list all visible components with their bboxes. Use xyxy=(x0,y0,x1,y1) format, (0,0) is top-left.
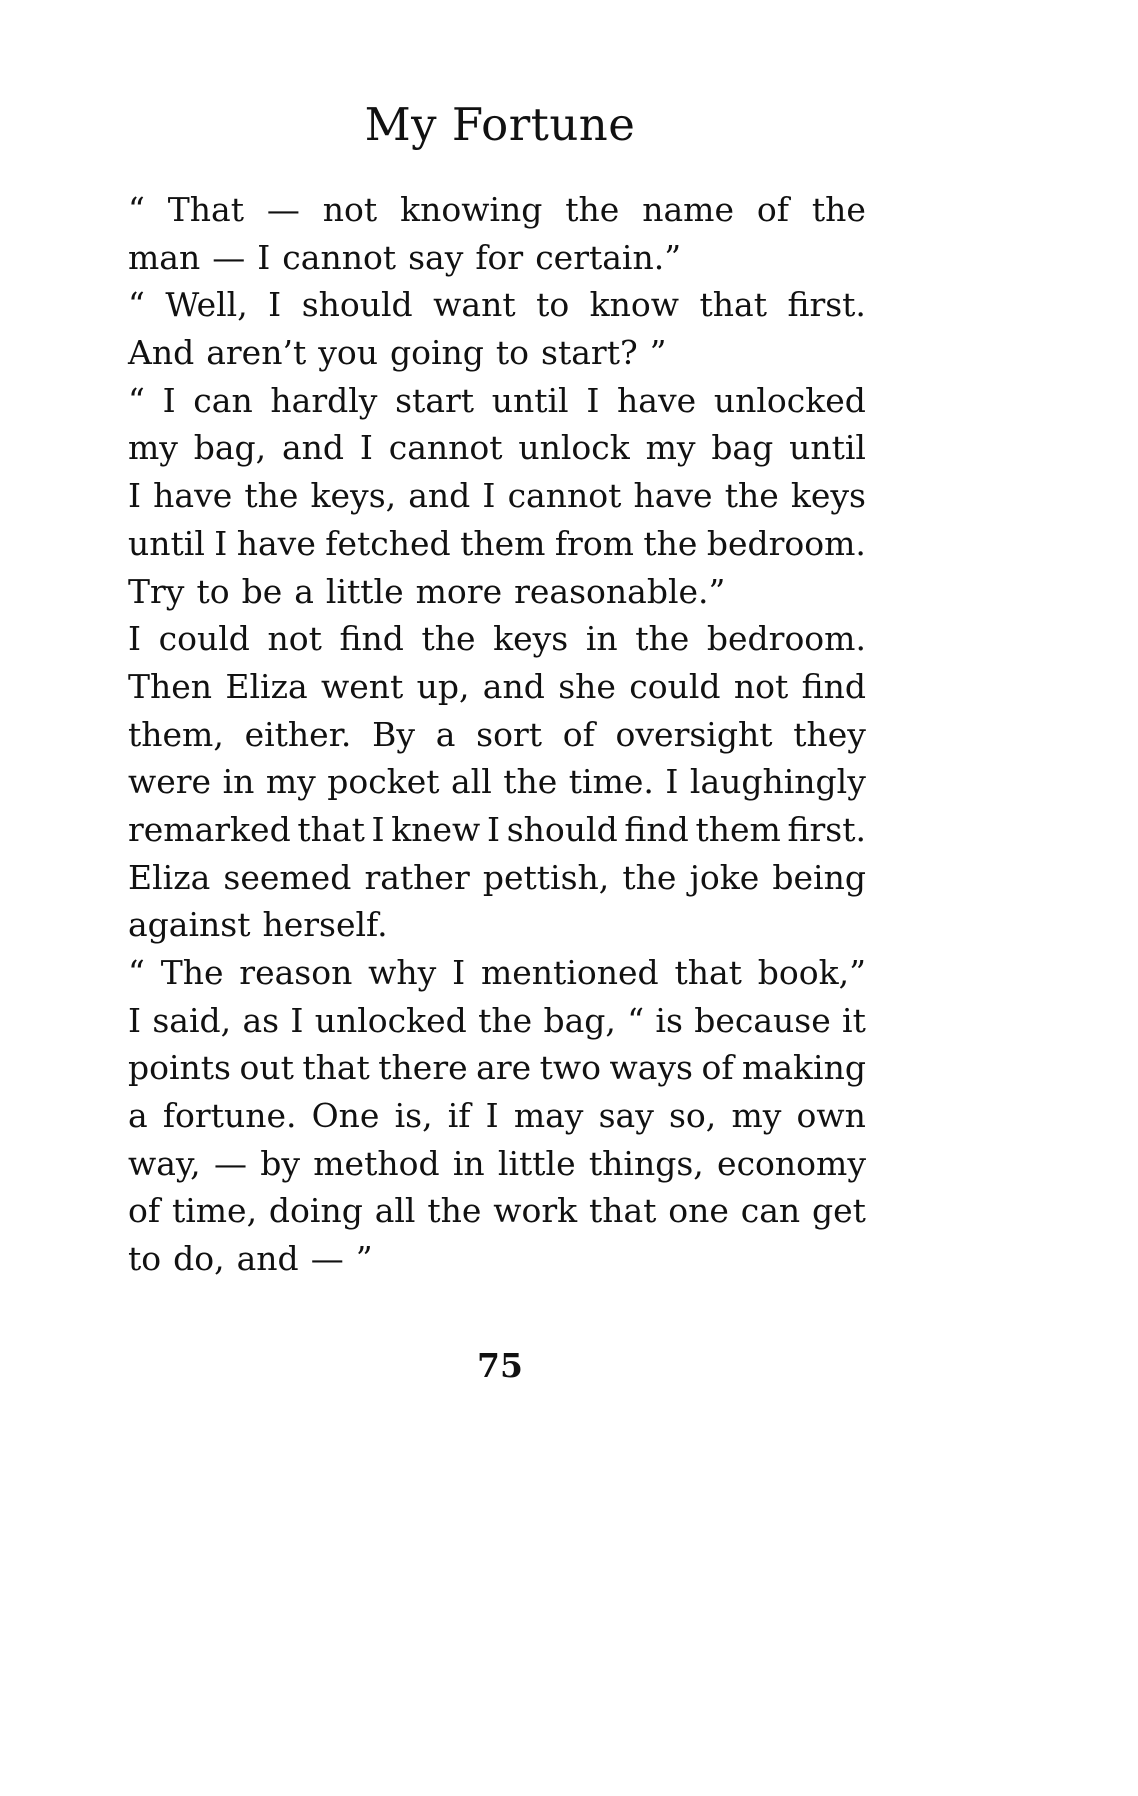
word: can xyxy=(740,1191,801,1231)
word: certain.” xyxy=(535,237,682,277)
word: I xyxy=(290,1000,304,1040)
word: — xyxy=(310,1239,344,1279)
word: do, xyxy=(173,1239,225,1279)
word: I xyxy=(257,237,271,277)
word: were xyxy=(128,762,212,802)
word: as xyxy=(242,1000,280,1040)
word: herself. xyxy=(262,905,388,945)
word: bedroom. xyxy=(706,619,866,659)
word: knowing xyxy=(400,190,543,229)
word: know xyxy=(589,285,680,325)
word: oversight xyxy=(615,714,773,754)
word: until xyxy=(789,428,866,468)
word: them, xyxy=(128,714,224,754)
text-line xyxy=(128,520,866,568)
word: a xyxy=(435,714,456,754)
word: against xyxy=(128,905,251,945)
text-line xyxy=(128,568,866,616)
word: out xyxy=(239,1048,294,1088)
word: the xyxy=(635,619,690,659)
word: remarked xyxy=(128,809,291,849)
word: my xyxy=(265,762,316,802)
text-line xyxy=(128,1044,866,1092)
word: unlocked xyxy=(314,1000,467,1040)
word: “ xyxy=(128,380,145,420)
word: ” xyxy=(649,333,667,373)
word: “ xyxy=(128,285,145,325)
word: work xyxy=(493,1191,578,1231)
word: reason xyxy=(239,953,353,992)
word: — xyxy=(213,1143,247,1183)
word: bag, xyxy=(193,428,267,468)
word: have xyxy=(153,476,233,516)
word: went xyxy=(320,666,404,706)
word: I xyxy=(371,809,385,849)
word: And xyxy=(128,333,195,373)
word: the xyxy=(643,523,698,563)
word: are xyxy=(476,1048,532,1088)
word: can xyxy=(193,380,253,420)
word: either. xyxy=(244,714,352,754)
text-line xyxy=(128,711,866,759)
word: not xyxy=(733,666,789,706)
word: The xyxy=(160,953,224,992)
word: my xyxy=(645,428,696,468)
word: keys xyxy=(493,619,569,659)
word: said, xyxy=(152,1000,232,1040)
word: way, xyxy=(128,1143,201,1183)
word: the xyxy=(427,1191,482,1231)
body-text xyxy=(128,186,866,1283)
word: sort xyxy=(476,714,542,754)
word: I xyxy=(665,762,679,802)
word: them xyxy=(695,809,781,849)
word: for xyxy=(475,237,524,277)
word: I xyxy=(128,1000,142,1040)
word: say xyxy=(408,237,464,277)
word: I xyxy=(586,380,600,420)
word: find xyxy=(339,619,404,659)
word: being xyxy=(772,857,866,897)
word: — xyxy=(266,190,300,229)
word: of xyxy=(756,190,789,229)
word: economy xyxy=(717,1143,866,1183)
text-line xyxy=(128,1187,866,1235)
word: could xyxy=(158,619,250,659)
word: in xyxy=(585,619,618,659)
word: I xyxy=(486,809,501,849)
word: so, xyxy=(669,1096,717,1136)
word: one xyxy=(668,1191,729,1231)
word: I xyxy=(268,285,282,325)
word: little xyxy=(325,571,404,611)
word: should xyxy=(506,809,618,849)
text-line xyxy=(128,901,866,949)
word: start? xyxy=(541,333,638,373)
word: it xyxy=(842,1000,866,1040)
word: ” xyxy=(355,1239,373,1279)
word: and xyxy=(408,476,471,516)
word: two xyxy=(539,1048,601,1088)
word: I xyxy=(128,619,142,659)
word: find xyxy=(801,666,866,706)
word: that xyxy=(674,953,742,992)
word: “ xyxy=(128,190,145,229)
word: is xyxy=(655,1000,683,1040)
word: have xyxy=(236,523,316,563)
word: things, xyxy=(588,1143,704,1183)
word: why xyxy=(368,953,437,992)
word: a xyxy=(128,1096,148,1136)
word: unlock xyxy=(518,428,630,468)
word: I xyxy=(482,476,496,516)
word: that xyxy=(588,1191,657,1231)
text-line xyxy=(128,472,866,520)
word: bag, xyxy=(543,1000,616,1040)
word: cannot xyxy=(507,476,622,516)
word: Try xyxy=(128,571,185,611)
word: of xyxy=(562,714,595,754)
text-line xyxy=(128,854,866,902)
word: I xyxy=(359,428,373,468)
word: “ xyxy=(128,953,145,992)
word: unlocked xyxy=(713,380,866,420)
word: could xyxy=(629,666,721,706)
word: that xyxy=(699,285,767,325)
word: to xyxy=(128,1239,162,1279)
word: that xyxy=(297,809,365,849)
word: by xyxy=(260,1143,300,1183)
word: fetched xyxy=(325,523,451,563)
word: in xyxy=(222,762,255,802)
word: laughingly xyxy=(689,762,866,802)
word: say xyxy=(598,1096,654,1136)
word: Eliza xyxy=(225,666,308,706)
word: Then xyxy=(128,666,213,706)
word: pocket xyxy=(327,762,440,802)
word: have xyxy=(633,476,713,516)
word: I xyxy=(214,523,228,563)
word: to xyxy=(495,333,530,373)
word: man xyxy=(128,237,201,277)
word: until xyxy=(491,380,569,420)
word: my xyxy=(128,428,178,468)
word: I xyxy=(485,1096,499,1136)
word: them xyxy=(460,523,546,563)
running-head: My Fortune xyxy=(364,98,636,151)
word: I xyxy=(452,953,466,992)
word: of xyxy=(128,1191,161,1231)
text-line xyxy=(128,1235,866,1283)
word: reasonable.” xyxy=(514,571,726,611)
word: start xyxy=(395,380,475,420)
word: knew xyxy=(391,809,481,849)
text-line xyxy=(128,1092,866,1140)
text-line xyxy=(128,281,866,329)
word: to xyxy=(196,571,230,611)
text-line xyxy=(128,1140,866,1188)
word: little xyxy=(497,1143,576,1183)
word: Eliza xyxy=(128,857,211,897)
word: hardly xyxy=(270,380,378,420)
word: the xyxy=(478,1000,533,1040)
word: find xyxy=(624,809,689,849)
word: all xyxy=(374,1191,416,1231)
word: my xyxy=(731,1096,782,1136)
word: keys, xyxy=(310,476,397,516)
word: time. xyxy=(568,762,654,802)
word: from xyxy=(554,523,634,563)
word: By xyxy=(372,714,415,754)
word: aren’t xyxy=(206,333,307,373)
word: That xyxy=(167,190,244,229)
word: and xyxy=(482,666,545,706)
word: the xyxy=(811,190,866,229)
word: joke xyxy=(689,857,760,897)
word: ways xyxy=(609,1048,693,1088)
word: method xyxy=(313,1143,440,1183)
word: not xyxy=(267,619,322,659)
word: you xyxy=(318,333,378,373)
text-line xyxy=(128,663,866,711)
word: be xyxy=(241,571,283,611)
word: first. xyxy=(787,809,866,849)
word: seemed xyxy=(223,857,352,897)
word: I xyxy=(162,380,176,420)
word: should xyxy=(301,285,413,325)
word: the xyxy=(724,476,779,516)
word: to xyxy=(536,285,570,325)
word: “ xyxy=(627,1000,645,1040)
word: up, xyxy=(416,666,470,706)
text-line xyxy=(128,758,866,806)
text-line xyxy=(128,806,866,854)
word: because xyxy=(694,1000,831,1040)
word: the xyxy=(622,857,677,897)
word: making xyxy=(742,1048,866,1088)
text-line xyxy=(128,997,866,1045)
text-line xyxy=(128,234,866,282)
word: time, xyxy=(171,1191,258,1231)
text-line xyxy=(128,949,866,997)
word: bedroom. xyxy=(706,523,866,563)
text-line xyxy=(128,424,866,472)
word: cannot xyxy=(388,428,503,468)
word: rather xyxy=(364,857,470,897)
word: bag xyxy=(711,428,774,468)
word: the xyxy=(503,762,558,802)
word: name xyxy=(642,190,734,229)
word: pettish, xyxy=(482,857,610,897)
word: cannot xyxy=(282,237,397,277)
text-line xyxy=(128,377,866,425)
word: if xyxy=(447,1096,471,1136)
word: first. xyxy=(787,285,866,325)
word: own xyxy=(796,1096,866,1136)
word: One xyxy=(311,1096,380,1136)
word: book,” xyxy=(757,953,866,992)
word: keys xyxy=(790,476,866,516)
word: in xyxy=(452,1143,485,1183)
word: may xyxy=(513,1096,584,1136)
page-number: 75 xyxy=(477,1346,523,1385)
word: until xyxy=(128,523,205,563)
word: Well, xyxy=(165,285,248,325)
word: she xyxy=(558,666,616,706)
word: mentioned xyxy=(480,953,659,992)
word: not xyxy=(322,190,378,229)
text-line xyxy=(128,329,866,377)
word: is, xyxy=(394,1096,433,1136)
word: and xyxy=(281,428,345,468)
word: a xyxy=(294,571,314,611)
word: want xyxy=(433,285,516,325)
word: more xyxy=(415,571,503,611)
word: doing xyxy=(268,1191,363,1231)
word: the xyxy=(244,476,299,516)
word: fortune. xyxy=(162,1096,297,1136)
text-line xyxy=(128,615,866,663)
word: going xyxy=(389,333,484,373)
word: points xyxy=(128,1048,231,1088)
word: the xyxy=(565,190,620,229)
word: and xyxy=(236,1239,299,1279)
word: there xyxy=(378,1048,468,1088)
word: — xyxy=(212,237,246,277)
word: that xyxy=(302,1048,370,1088)
word: of xyxy=(701,1048,734,1088)
word: have xyxy=(617,380,697,420)
word: they xyxy=(793,714,866,754)
text-line xyxy=(128,186,866,234)
word: all xyxy=(450,762,492,802)
word: I xyxy=(128,476,142,516)
word: get xyxy=(812,1191,866,1231)
word: the xyxy=(421,619,476,659)
